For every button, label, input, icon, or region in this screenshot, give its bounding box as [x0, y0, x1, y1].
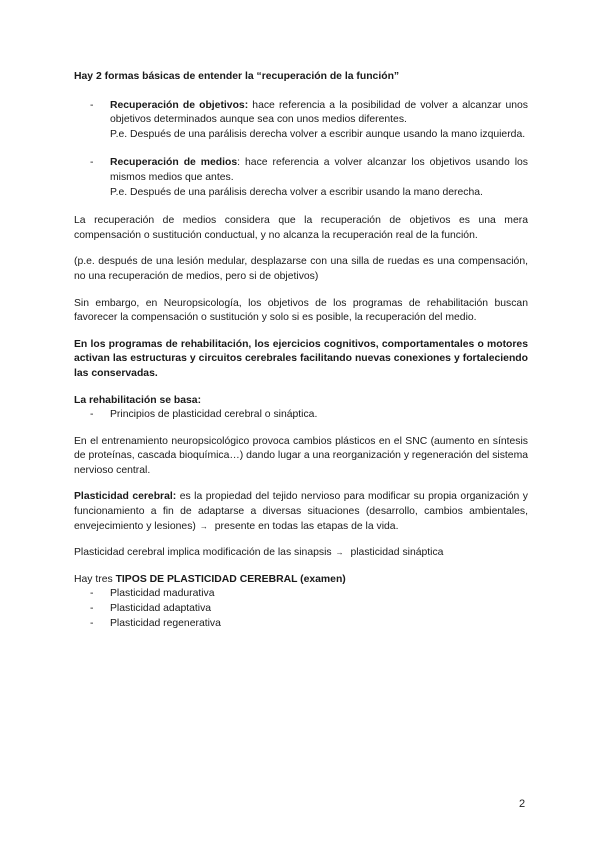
synaptic-after: plasticidad sináptica: [347, 547, 444, 559]
bullet-dash: -: [90, 99, 94, 111]
list-item-type: [74, 602, 528, 617]
type-label: Plasticidad adaptativa: [110, 603, 212, 615]
paragraph-rehab-programs: En los programas de rehabilitación, los ejercicios cognitivos, comportamentales o motores activan las estructuras y circuitos cerebrales facilitando nuevas conexiones y fortaleciendo las conservadas.: [74, 338, 528, 379]
list-item-type: [74, 617, 528, 632]
synaptic-text: Plasticidad cerebral implica modificación de las sinapsis: [74, 547, 332, 559]
page-number: 2: [519, 798, 526, 810]
example-objetivos: P.e. Después de una parálisis derecha volver a escribir aunque usando la mano izquierda.: [110, 128, 526, 140]
term-medios: Recuperación de medios: [110, 157, 238, 169]
definition-objetivos: hace referencia a la posibilidad de volver a alcanzar unos objetivos determinados aunque sea con unos medios diferentes.: [110, 99, 528, 126]
rehab-item-text: Principios de plasticidad cerebral o sináptica.: [110, 409, 318, 421]
list-item-rehab: [74, 408, 528, 423]
arrow-icon: →: [335, 548, 344, 558]
list-item-medios: [74, 156, 528, 200]
bullet-dash: -: [90, 409, 94, 421]
list-item-objetivos: [74, 99, 528, 143]
plasticity-definition: es la propiedad del tejido nervioso para modificar su propia organización y funcionamiento a fin de adaptarse a diversas situaciones (desarrollo, cambios ambientales, envejecimiento y lesiones): [74, 491, 528, 532]
type-label: Plasticidad regenerativa: [110, 617, 221, 629]
type-label: Plasticidad madurativa: [110, 588, 215, 600]
rehab-heading: La rehabilitación se basa:: [74, 394, 202, 406]
types-title: TIPOS DE PLASTICIDAD CEREBRAL (examen): [115, 573, 346, 585]
types-heading: [74, 573, 528, 588]
bullet-dash: -: [90, 157, 94, 169]
paragraph-compensation: La recuperación de medios considera que la recuperación de objetivos es una mera compensación o sustitución conductual, y no alcanza la recuperación real de la función.: [74, 215, 528, 241]
bullet-dash: -: [90, 588, 94, 600]
document-page: [74, 70, 528, 631]
definition-medios: : hace referencia a volver alcanzar los objetivos usando los mismos medios que antes.: [110, 157, 528, 183]
arrow-icon: →: [199, 521, 208, 531]
example-medios: P.e. Después de una parálisis derecha volver a escribir usando la mano derecha.: [110, 186, 483, 198]
section-heading: Hay 2 formas básicas de entender la “recuperación de la función”: [74, 71, 400, 82]
paragraph-example: (p.e. después de una lesión medular, desplazarse con una silla de ruedas es una compensación, no una recuperación de medios, pero si de objetivos): [74, 256, 528, 282]
paragraph-neuropsychology: Sin embargo, en Neuropsicología, los objetivos de los programas de rehabilitación buscan favorecer la compensación o sustitución y solo si es posible, la recuperación del medio.: [74, 297, 528, 324]
plasticity-after: presente en todas las etapas de la vida.: [211, 520, 399, 532]
paragraph-plasticity: [74, 490, 528, 534]
types-intro: Hay tres: [74, 573, 116, 585]
list-item-type: [74, 587, 528, 602]
paragraph-training: En el entrenamiento neuropsicológico provoca cambios plásticos en el SNC (aumento en síntesis de proteínas, cascada bioquímica…) dando lugar a una reorganización y regeneración del sistema nervioso central.: [74, 435, 528, 476]
bullet-dash: -: [90, 603, 94, 615]
term-objetivos: Recuperación de objetivos:: [110, 99, 249, 111]
bullet-dash: -: [90, 617, 94, 629]
term-plasticity: Plasticidad cerebral:: [74, 491, 177, 503]
paragraph-synaptic: [74, 546, 528, 561]
